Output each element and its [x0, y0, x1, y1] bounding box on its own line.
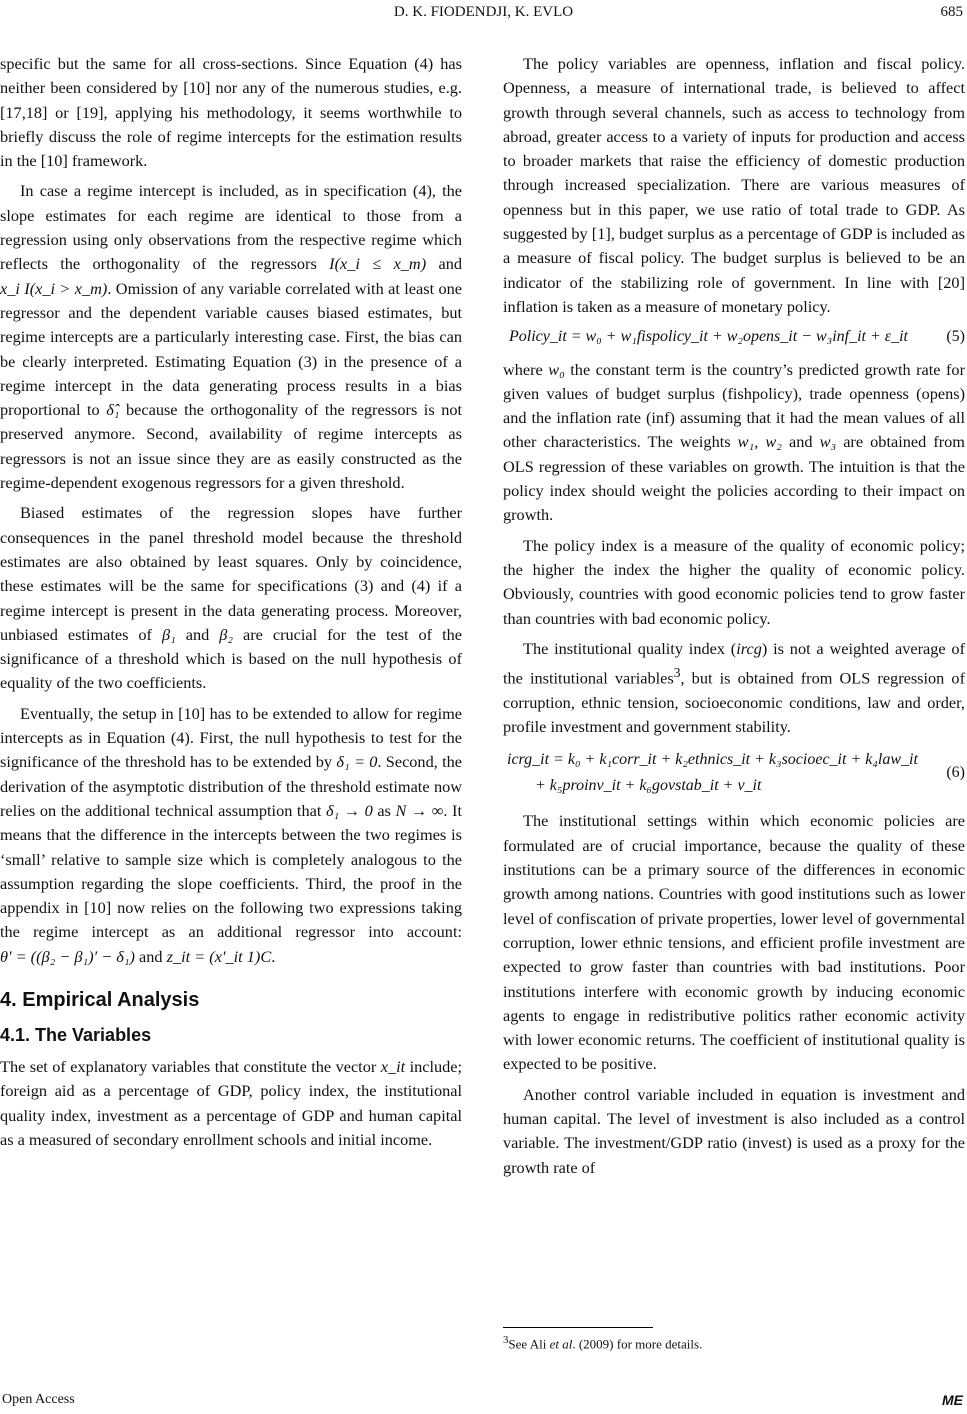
page-number: 685 — [940, 4, 963, 20]
math-inline: w₀ — [548, 359, 565, 379]
math-inline: x_i I(x_i > x_m) — [0, 278, 108, 298]
math-inline: N → ∞ — [395, 800, 444, 820]
page-header — [0, 0, 967, 30]
math-inline: w₃ — [819, 432, 837, 452]
paragraph: The institutional quality index (ircg) is not a weighted average of the institutional variables$^3$, but is obtained from OLS regression of corruption, ethnic tension, socioeconomic conditions, law and order, profile investment and government stability. — [503, 638, 965, 737]
footnote: $^3$See Ali et al. (2009) for more details. — [503, 1334, 703, 1352]
paragraph: The set of explanatory variables that constitute the vector x_it include; foreign aid as a percentage of GDP, policy index, the institutional quality index, investment as a percentage of GDP and human capital as a measured of secondary enrollment schools and initial income. — [0, 1056, 463, 1149]
math-inline: δ₁ → 0 — [325, 800, 373, 820]
equation-body: Policy_it = w₀ + w₁fispolicy_it + w₂opens_it − w₃inf_it + ε_it — [509, 328, 908, 346]
equation-body — [503, 747, 935, 799]
footnote-divider — [503, 1327, 653, 1328]
equation-6 — [503, 747, 965, 799]
math-inline: I(x_i ≤ x_m) — [329, 254, 427, 274]
paragraph: specific but the same for all cross-sections. Since Equation (4) has neither been considered by [10] nor any of the numerous studies, e.g. [17,18] or [19], applying his methodology, it seems worthwhile to briefly discuss the role of regime intercepts for the estimation results in the [10] framework. — [0, 54, 462, 171]
paragraph: The policy index is a measure of the quality of economic policy; the higher the index the higher the quality of economic policy. Obviously, countries with good economic policies tend to grow faster than countries with bad economic policy. — [503, 535, 965, 628]
journal-abbrev: ME — [942, 1392, 963, 1408]
math-inline: δ₁ = 0 — [336, 752, 378, 772]
equation-5 — [503, 325, 965, 349]
paragraph: The institutional settings within which economic policies are formulated are of crucial importance, because the quality of these institutions can be a primary source of the differences in economic growth among nations. Countries with good institutions such as lower level of confiscation of private properties, lower level of governmental corruption, lower ethnic tensions, and efficient profile investment are expected to grow faster than countries with bad institutions. Poor institutions interfere with economic growth by inducing economic agents to engage in redistributive politics rather economic activity with lower economic returns. The coefficient of institutional quality is expected to be positive. — [503, 811, 965, 1074]
math-inline: δ̂₁ — [106, 400, 120, 420]
math-inline: β₂ — [219, 624, 234, 644]
paragraph: The policy variables are openness, inflation and fiscal policy. Openness, a measure of international trade, is believed to affect growth through several channels, such as access to technology from abroad, greater access to a variety of inputs for production and access to broader markets that raise the efficiency of domestic production through increased specialization. There are various measures of openness but in this paper, we use ratio of total trade to GDP. As suggested by [1], budget surplus as a percentage of GDP is included as a measure of fiscal policy. The budget surplus is believed to be an indicator of the stabilizing role of government. In line with [20] inflation is taken as a measure of monetary policy. — [503, 54, 965, 316]
math-inline: β₁ — [161, 624, 176, 644]
math-inline: z_it = (x′_it 1)C — [166, 946, 272, 966]
math-inline: (opens) — [916, 383, 965, 403]
equation-line: icrg_it = k₀ + k₁corr_it + k₂ethnics_it + k₃socioec_it + k₄law_it — [507, 751, 918, 769]
equation-number: (5) — [946, 328, 965, 346]
paragraph: Another control variable included in equation is investment and human capital. The level of investment is also included as a control variable. The investment/GDP ratio (invest) is used as a proxy for the growth rate of — [503, 1084, 965, 1177]
left-column — [0, 52, 462, 1158]
math-inline: θ′ = ((β₂ − β₁)′ − δ₁) — [0, 946, 135, 966]
paragraph: In case a regime intercept is included, as in specification (4), the slope estimates for each regime are identical to those from a regression using only observations from the respective regime which reflects the orthogonality of the regressors I(x_i ≤ x_m) and x_i I(x_i > x_m). Omission of any variable correlated with at least one regressor and the dependent variable causes biased estimates, but regime intercepts are a particularly interesting case. First, the bias can be clearly interpreted. Estimating Equation (3) in the presence of a regime intercept in the data generating process results in a bias proportional to δ̂₁ because the orthogonality of the regressors is not preserved anymore. Second, availability of regime intercepts as regressors is not an issue since they are as easily constructed as the regime-dependent exogenous regressors for a given threshold. — [0, 181, 463, 493]
equation-line: + k₅proinv_it + k₆govstab_it + ν_it — [535, 777, 762, 795]
subsection-heading: 4.1. The Variables — [0, 1024, 152, 1045]
running-head-authors: D. K. FIODENDJI, K. EVLO — [393, 4, 574, 20]
math-inline: (invest) — [742, 1133, 792, 1153]
paragraph: Biased estimates of the regression slopes have further consequences in the panel threshold model because the threshold estimates are also obtained by least squares. Only by coincidence, these estimates will be the same for specifications (3) and (4) if a regime intercept is present in the data generating process. Moreover, unbiased estimates of β₁ and β₂ are crucial for the test of the significance of a threshold which is based on the null hypothesis of equality of the two coefficients. — [0, 503, 462, 693]
math-inline: (inf) — [645, 408, 675, 428]
paragraph: where w₀ the constant term is the country’s predicted growth rate for given values of budget surplus (fishpolicy), trade openness (opens) and the inflation rate (inf) assuming that it had the mean values of all other characteristics. The weights w₁, w₂ and w₃ are obtained from OLS regression of these variables on growth. The intuition is that the policy index should weight the policies according to their impact on growth. — [503, 359, 966, 525]
open-access-label: Open Access — [2, 1392, 75, 1407]
math-inline: w₁, w₂ — [737, 432, 782, 452]
paragraph: Eventually, the setup in [10] has to be extended to allow for regime intercepts as in Equation (4). First, the null hypothesis to test for the significance of the threshold has to be extended by δ₁ = 0. Second, the derivation of the asymptotic distribution of the threshold estimate now relies on the additional technical assumption that δ₁ → 0 as N → ∞. It means that the difference in the intercepts between the two regimes is ‘small’ relative to sample size which is completely analogous to the assumption regarding the slope coefficients. Third, the proof in the appendix in [10] now relies on the following two expressions taking the regime intercept as an additional regressor into account: θ′ = ((β₂ − β₁)′ − δ₁) and z_it = (x′_it 1)C. — [0, 703, 462, 966]
variable-name: ircg — [736, 638, 762, 658]
footnote-mark: 3 — [503, 1334, 509, 1346]
equation-number: (6) — [946, 764, 965, 782]
right-column — [503, 52, 965, 1186]
math-inline: x_it — [380, 1056, 406, 1076]
section-heading: 4. Empirical Analysis — [0, 988, 200, 1011]
footnote-ref: 3 — [673, 665, 681, 681]
